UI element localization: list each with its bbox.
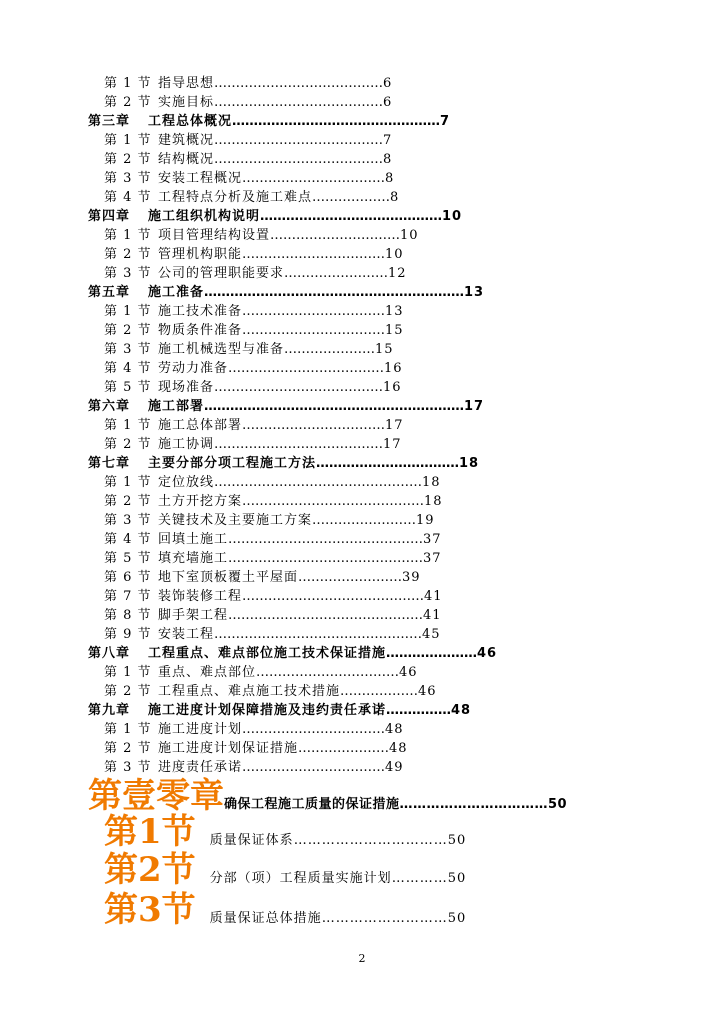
toc-entry-page: 17: [464, 399, 485, 414]
toc-entry-page: 18: [424, 494, 443, 509]
toc-entry-page: 41: [424, 589, 443, 604]
toc-entry-leader: ……………………………: [242, 171, 386, 186]
toc-entry-page: 41: [423, 608, 442, 623]
toc-entry-title: 劳动力准备: [158, 361, 229, 376]
toc-entry-title: 施工协调: [158, 437, 215, 452]
toc-entry-leader: ………………………………: [228, 361, 385, 376]
toc-entry-leader: …………………………………: [214, 95, 384, 110]
section-number: 第2节: [104, 850, 196, 890]
toc-chapter-row[interactable]: [88, 703, 471, 719]
toc-entry-num: 第 2 节: [104, 741, 152, 756]
toc-entry-num: 第 3 节: [104, 171, 152, 186]
toc-entry-title: 工程重点、难点施工技术措施: [158, 684, 341, 699]
toc-entry-page: 8: [383, 152, 393, 167]
toc-entry-num: 第 5 节: [104, 380, 152, 395]
section-title: 质量保证体系……………………………50: [209, 833, 467, 848]
toc-entry-leader: ………………………………………: [228, 608, 424, 623]
toc-entry-leader: ……………………………………………………: [204, 285, 465, 300]
toc-entry-page: 45: [422, 627, 441, 642]
toc-entry-num: 第 4 节: [104, 190, 152, 205]
toc-entry-leader: …………………………………………: [214, 627, 423, 642]
toc-entry-num: 第 2 节: [104, 152, 152, 167]
toc-entry-title: 进度责任承诺: [158, 760, 243, 775]
toc-entry-num: 第八章: [88, 646, 131, 661]
toc-entry-title: 现场准备: [158, 380, 215, 395]
toc-entry-page: 10: [385, 247, 404, 262]
toc-entry-num: 第九章: [88, 703, 131, 718]
toc-entry-page: 15: [385, 323, 404, 338]
toc-entry-leader: ……………………: [298, 570, 403, 585]
toc-entry-title: 施工部署: [148, 399, 205, 414]
toc-entry-leader: ……………………………………: [242, 589, 425, 604]
toc-entry-title: 工程特点分析及施工难点: [158, 190, 313, 205]
toc-entry-num: 第 1 节: [104, 722, 152, 737]
toc-section-row[interactable]: [104, 418, 404, 434]
toc-entry-leader: ……………………………: [256, 665, 400, 680]
toc-section-row[interactable]: [104, 589, 443, 605]
toc-entry-page: 6: [383, 95, 393, 110]
toc-entry-num: 第 1 节: [104, 76, 152, 91]
toc-entry-leader: ……………: [386, 703, 452, 718]
toc-entry-leader: ……………………: [312, 513, 417, 528]
toc-entry-leader: …………………………………: [214, 437, 384, 452]
toc-section-row[interactable]: [104, 76, 392, 92]
toc-entry-page: 19: [416, 513, 435, 528]
toc-entry-num: 第 1 节: [104, 304, 152, 319]
toc-entry-page: 13: [385, 304, 404, 319]
toc-entry-num: 第 3 节: [104, 760, 152, 775]
chapter-10-heading[interactable]: [88, 776, 567, 816]
toc-section-row[interactable]: [104, 532, 442, 548]
toc-section-row[interactable]: [104, 228, 419, 244]
toc-entry-page: 12: [388, 266, 407, 281]
toc-section-row[interactable]: [104, 608, 442, 624]
toc-chapter-row[interactable]: [88, 646, 497, 662]
toc-entry-num: 第 2 节: [104, 684, 152, 699]
toc-entry-leader: …………………………………: [214, 152, 384, 167]
toc-entry-leader: …………………………………: [214, 76, 384, 91]
toc-entry-num: 第 1 节: [104, 228, 152, 243]
toc-entry-title: 项目管理结构设置: [158, 228, 271, 243]
toc-section-row[interactable]: [104, 190, 399, 206]
toc-entry-num: 第 3 节: [104, 266, 152, 281]
toc-entry-num: 第 2 节: [104, 323, 152, 338]
toc-entry-leader: ……………………………………: [242, 494, 425, 509]
page-number: 2: [358, 952, 366, 965]
toc-section-row[interactable]: [104, 266, 407, 282]
toc-entry-page: 7: [383, 133, 393, 148]
toc-entry-num: 第 7 节: [104, 589, 152, 604]
toc-entry-num: 第六章: [88, 399, 131, 414]
toc-entry-num: 第 2 节: [104, 494, 152, 509]
toc-section-row[interactable]: [104, 95, 392, 111]
toc-entry-num: 第 1 节: [104, 665, 152, 680]
toc-section-row[interactable]: [104, 665, 418, 681]
toc-entry-num: 第 8 节: [104, 608, 152, 623]
toc-entry-title: 实施目标: [158, 95, 215, 110]
toc-entry-title: 脚手架工程: [158, 608, 229, 623]
toc-chapter-row[interactable]: [88, 399, 484, 415]
toc-section-row[interactable]: [104, 494, 443, 510]
toc-entry-title: 安装工程概况: [158, 171, 243, 186]
toc-entry-leader: ……………………………: [242, 247, 386, 262]
toc-entry-page: 7: [440, 114, 451, 129]
toc-entry-leader: ………………: [312, 190, 391, 205]
chapter-10-number: 第壹零章: [88, 776, 224, 816]
toc-entry-title: 关键技术及主要施工方案: [158, 513, 313, 528]
toc-entry-title: 工程重点、难点部位施工技术保证措施: [148, 646, 387, 661]
toc-entry-leader: ……………………………: [242, 323, 386, 338]
toc-entry-page: 6: [383, 76, 393, 91]
toc-entry-page: 17: [383, 437, 402, 452]
toc-entry-page: 46: [418, 684, 437, 699]
toc-entry-page: 16: [384, 361, 403, 376]
toc-entry-title: 填充墙施工: [158, 551, 229, 566]
toc-chapter-row[interactable]: [88, 114, 450, 130]
toc-entry-title: 安装工程: [158, 627, 215, 642]
toc-entry-title: 施工准备: [148, 285, 205, 300]
toc-entry-title: 管理机构职能: [158, 247, 243, 262]
toc-entry-page: 16: [383, 380, 402, 395]
section-number: 第3节: [104, 890, 196, 930]
toc-entry-title: 物质条件准备: [158, 323, 243, 338]
toc-entry-title: 施工进度计划保证措施: [158, 741, 299, 756]
toc-entry-leader: …………………………………………: [214, 475, 423, 490]
toc-entry-leader: …………………………………………: [232, 114, 441, 129]
toc-entry-page: 18: [422, 475, 441, 490]
toc-entry-page: 10: [400, 228, 419, 243]
toc-entry-num: 第 2 节: [104, 247, 152, 262]
toc-entry-page: 46: [477, 646, 498, 661]
toc-entry-leader: …………………: [386, 646, 478, 661]
toc-section-row[interactable]: [104, 722, 404, 738]
toc-chapter-row[interactable]: [88, 456, 479, 472]
toc-entry-leader: ……………………………: [316, 456, 460, 471]
toc-entry-leader: ……………………………: [242, 722, 386, 737]
toc-entry-num: 第 4 节: [104, 532, 152, 547]
toc-entry-title: 公司的管理职能要求: [158, 266, 285, 281]
toc-entry-title: 重点、难点部位: [158, 665, 257, 680]
toc-entry-page: 39: [402, 570, 421, 585]
toc-section-row[interactable]: [104, 361, 403, 377]
toc-entry-title: 回填土施工: [158, 532, 229, 547]
toc-chapter-row[interactable]: [88, 209, 462, 225]
toc-entry-leader: ………………………………………: [228, 551, 424, 566]
toc-section-row[interactable]: [104, 342, 394, 358]
toc-section-row[interactable]: [104, 133, 392, 149]
toc-entry-page: 8: [390, 190, 400, 205]
toc-entry-num: 第 3 节: [104, 513, 152, 528]
toc-section-row[interactable]: [104, 152, 392, 168]
toc-entry-page: 37: [423, 551, 442, 566]
toc-entry-title: 施工组织机构说明: [148, 209, 261, 224]
toc-entry-page: 48: [389, 741, 408, 756]
toc-entry-page: 48: [451, 703, 472, 718]
toc-section-row[interactable]: [104, 171, 394, 187]
toc-entry-leader: ……………………………………: [260, 209, 443, 224]
toc-entry-num: 第 4 节: [104, 361, 152, 376]
toc-entry-leader: …………………………: [270, 228, 401, 243]
toc-entry-num: 第 5 节: [104, 551, 152, 566]
toc-entry-num: 第三章: [88, 114, 131, 129]
toc-entry-leader: ……………………………: [242, 418, 386, 433]
toc-section-row[interactable]: [104, 570, 421, 586]
toc-entry-num: 第四章: [88, 209, 131, 224]
toc-section-row[interactable]: [104, 247, 404, 263]
toc-entry-page: 18: [459, 456, 480, 471]
toc-chapter-row[interactable]: [88, 285, 484, 301]
toc-entry-page: 17: [385, 418, 404, 433]
chapter-10-section-2[interactable]: [104, 850, 466, 890]
toc-entry-num: 第 9 节: [104, 627, 152, 642]
toc-entry-title: 工程总体概况: [148, 114, 233, 129]
toc-entry-page: 46: [399, 665, 418, 680]
toc-entry-num: 第 2 节: [104, 437, 152, 452]
toc-section-row[interactable]: [104, 380, 402, 396]
toc-section-row[interactable]: [104, 684, 437, 700]
toc-entry-num: 第五章: [88, 285, 131, 300]
toc-section-row[interactable]: [104, 437, 402, 453]
toc-section-row[interactable]: [104, 323, 404, 339]
toc-entry-title: 指导思想: [158, 76, 215, 91]
toc-entry-page: 15: [375, 342, 394, 357]
toc-entry-page: 10: [442, 209, 463, 224]
toc-entry-title: 主要分部分项工程施工方法: [148, 456, 317, 471]
toc-entry-leader: …………………………………: [214, 380, 384, 395]
toc-entry-leader: ……………………: [284, 266, 389, 281]
chapter-10-section-3[interactable]: [104, 890, 466, 930]
toc-entry-title: 施工进度计划保障措施及违约责任承诺: [148, 703, 387, 718]
toc-entry-page: 8: [385, 171, 395, 186]
chapter-10-title: 确保工程施工质量的保证措施……………………………50: [224, 797, 568, 812]
toc-entry-title: 地下室顶板覆土平屋面: [158, 570, 299, 585]
toc-section-row[interactable]: [104, 760, 404, 776]
section-title: 分部（项）工程质量实施计划…………50: [209, 871, 467, 886]
toc-entry-title: 施工总体部署: [158, 418, 243, 433]
toc-entry-title: 施工技术准备: [158, 304, 243, 319]
toc-entry-title: 结构概况: [158, 152, 215, 167]
toc-entry-leader: ……………………………………………………: [204, 399, 465, 414]
toc-section-row[interactable]: [104, 475, 441, 491]
toc-entry-page: 37: [423, 532, 442, 547]
toc-entry-page: 49: [385, 760, 404, 775]
toc-entry-leader: ……………………………: [242, 304, 386, 319]
toc-entry-leader: …………………: [298, 741, 390, 756]
toc-entry-page: 48: [385, 722, 404, 737]
toc-entry-num: 第 1 节: [104, 418, 152, 433]
toc-entry-leader: ………………………………………: [228, 532, 424, 547]
toc-entry-title: 装饰装修工程: [158, 589, 243, 604]
toc-entry-leader: ……………………………: [242, 760, 386, 775]
toc-entry-leader: …………………: [284, 342, 376, 357]
toc-entry-title: 定位放线: [158, 475, 215, 490]
toc-entry-num: 第 1 节: [104, 475, 152, 490]
toc-entry-leader: …………………………………: [214, 133, 384, 148]
toc-entry-page: 13: [464, 285, 485, 300]
toc-entry-num: 第 2 节: [104, 95, 152, 110]
toc-entry-num: 第七章: [88, 456, 131, 471]
toc-section-row[interactable]: [104, 627, 441, 643]
toc-entry-num: 第 3 节: [104, 342, 152, 357]
toc-entry-title: 土方开挖方案: [158, 494, 243, 509]
toc-section-row[interactable]: [104, 741, 408, 757]
section-number: 第1节: [104, 812, 196, 852]
toc-section-row[interactable]: [104, 551, 442, 567]
toc-entry-leader: ………………: [340, 684, 419, 699]
toc-section-row[interactable]: [104, 304, 404, 320]
toc-entry-num: 第 6 节: [104, 570, 152, 585]
chapter-10-section-1[interactable]: [104, 812, 466, 852]
toc-section-row[interactable]: [104, 513, 435, 529]
toc-entry-title: 施工机械选型与准备: [158, 342, 285, 357]
section-title: 质量保证总体措施………………………50: [209, 911, 467, 926]
toc-entry-title: 建筑概况: [158, 133, 215, 148]
toc-entry-title: 施工进度计划: [158, 722, 243, 737]
toc-entry-num: 第 1 节: [104, 133, 152, 148]
